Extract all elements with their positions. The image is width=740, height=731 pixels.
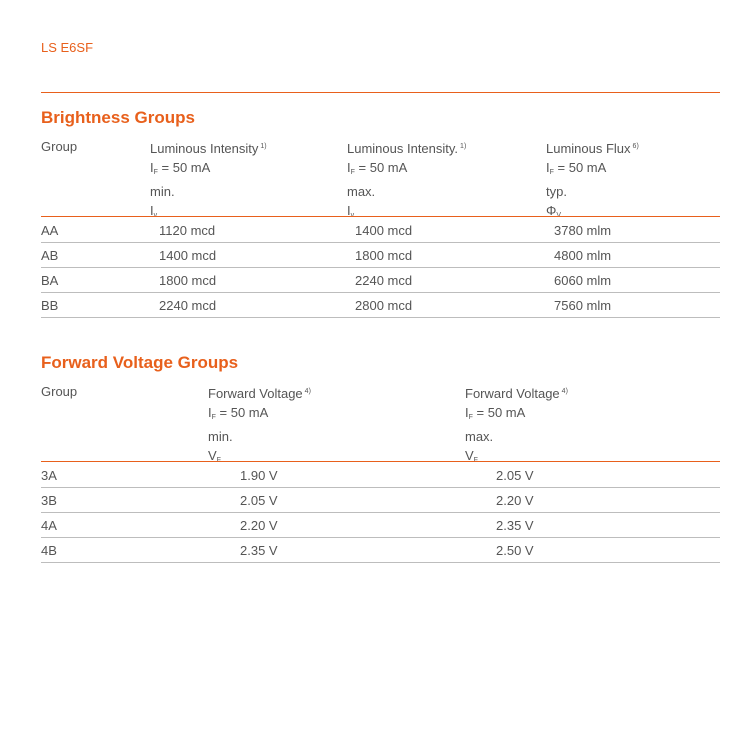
brightness-header-group: Group	[41, 139, 78, 154]
cell-min: 2.05 V	[240, 493, 278, 508]
cell-max: 2.05 V	[496, 468, 534, 483]
table-row	[41, 268, 720, 293]
cell-typ: 3780 mlm	[554, 223, 612, 238]
cell-min: 2.20 V	[240, 518, 278, 533]
cell-min: 1.90 V	[240, 468, 278, 483]
table-row	[41, 463, 720, 488]
table-row	[41, 243, 720, 268]
cell-max: 2800 mcd	[355, 298, 413, 313]
cell-typ: 6060 mlm	[554, 273, 612, 288]
cell-group: BB	[41, 298, 59, 313]
cell-max: 1800 mcd	[355, 248, 413, 263]
voltage-table-header-rule	[41, 461, 720, 462]
voltage-header-min: Forward Voltage $^{4)}$ $I_F = 50$ mA min. $V_F$	[208, 386, 311, 464]
cell-group: 3B	[41, 493, 57, 508]
cell-min: 2240 mcd	[159, 298, 217, 313]
table-row	[41, 293, 720, 318]
table-row	[41, 218, 720, 243]
cell-max: 2.50 V	[496, 543, 534, 558]
product-name: LS E6SF	[41, 40, 94, 55]
cell-min: 1120 mcd	[159, 223, 216, 238]
cell-max: 2.35 V	[496, 518, 534, 533]
header-rule	[41, 92, 720, 93]
cell-min: 2.35 V	[240, 543, 278, 558]
brightness-section-title: Brightness Groups	[41, 108, 195, 127]
brightness-table-header-rule	[41, 216, 720, 217]
brightness-header-intensity-min: Luminous Intensity $^{1)}$ $I_F = 50$ mA min. $I_v$	[150, 141, 267, 219]
brightness-header-intensity-max: Luminous Intensity. $^{1)}$ $I_F = 50$ mA max. $I_v$	[347, 141, 467, 219]
table-row	[41, 538, 720, 563]
cell-max: 2.20 V	[496, 493, 534, 508]
cell-min: 1800 mcd	[159, 273, 217, 288]
voltage-header-group: Group	[41, 384, 78, 399]
cell-group: 4B	[41, 543, 57, 558]
cell-max: 2240 mcd	[355, 273, 413, 288]
cell-group: 4A	[41, 518, 57, 533]
cell-group: AB	[41, 248, 59, 263]
voltage-header-max: Forward Voltage $^{4)}$ $I_F = 50$ mA max. $V_F$	[465, 386, 568, 464]
table-row	[41, 513, 720, 538]
cell-typ: 7560 mlm	[554, 298, 612, 313]
cell-max: 1400 mcd	[355, 223, 413, 238]
cell-typ: 4800 mlm	[554, 248, 612, 263]
cell-group: 3A	[41, 468, 57, 483]
brightness-header-flux-typ: Luminous Flux $^{6)}$ $I_F = 50$ mA typ. $\Phi_V$	[546, 141, 639, 219]
cell-group: BA	[41, 273, 59, 288]
cell-group: AA	[41, 223, 59, 238]
table-row	[41, 488, 720, 513]
cell-min: 1400 mcd	[159, 248, 217, 263]
voltage-section-title: Forward Voltage Groups	[41, 353, 239, 372]
